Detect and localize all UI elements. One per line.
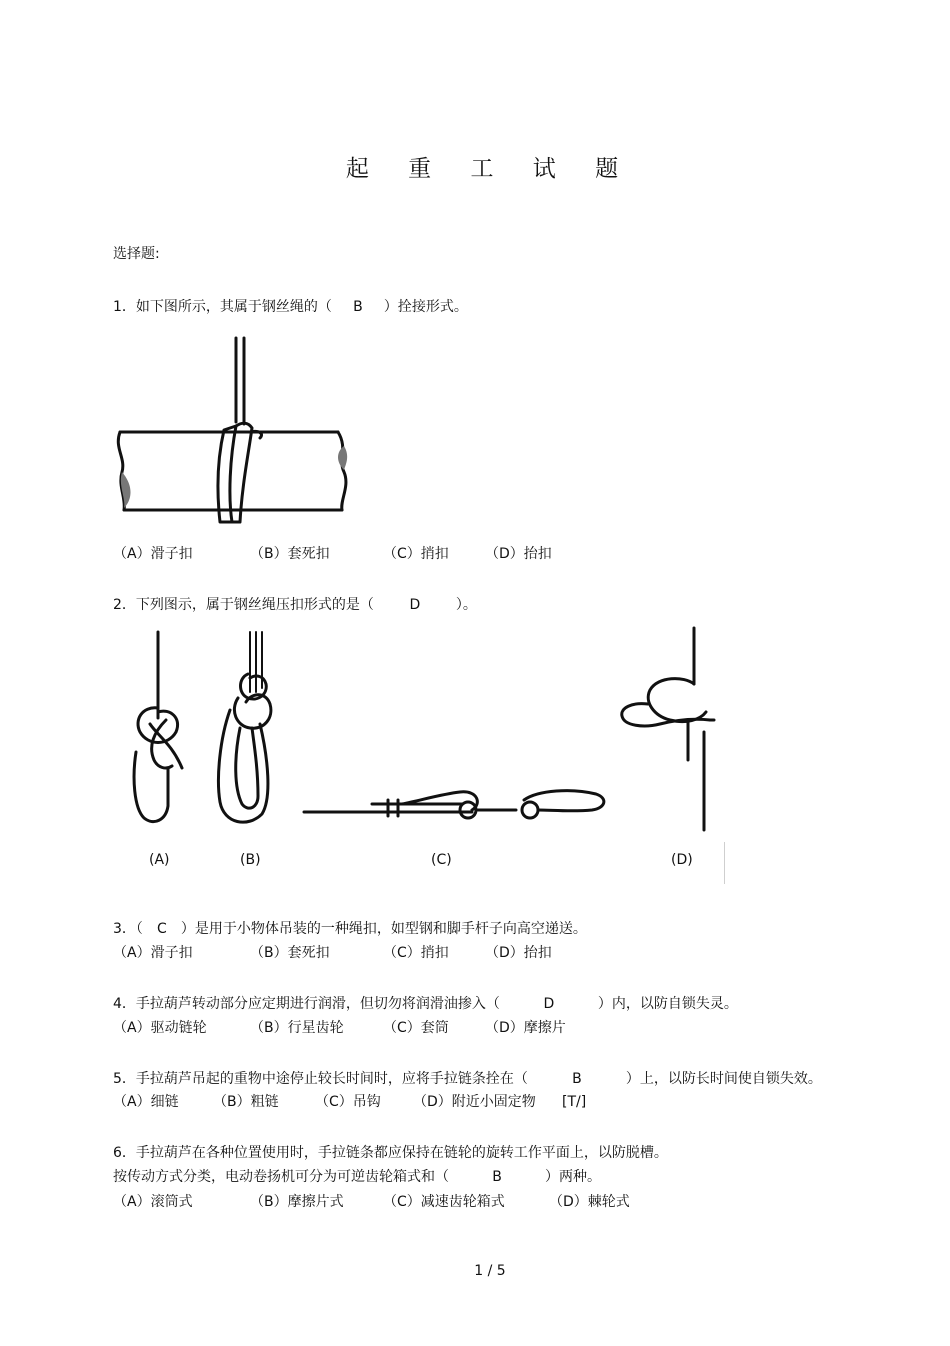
option-c: （C）捎扣 xyxy=(383,945,449,961)
question-2-answer: D xyxy=(409,597,421,613)
option-c: （C）捎扣 xyxy=(383,546,449,562)
question-1-prefix: 1．如下图所示，其属于钢丝绳的（ xyxy=(113,299,332,315)
option-c: （C）套筒 xyxy=(383,1020,449,1036)
figure-label-b: (B) xyxy=(240,852,261,868)
wire-rope-knot-figure xyxy=(110,336,360,526)
question-6-suffix: ）两种。 xyxy=(545,1169,601,1185)
section-heading: 选择题: xyxy=(113,246,160,262)
option-b: （B）行星齿轮 xyxy=(250,1020,344,1036)
question-3-prefix: 3．（ xyxy=(113,921,143,937)
page-number: 1 / 5 xyxy=(474,1263,506,1279)
question-2-prefix: 2．下列图示，属于钢丝绳压扣形式的是（ xyxy=(113,597,374,613)
option-b: （B）粗链 xyxy=(213,1094,279,1110)
figure-label-c: (C) xyxy=(431,852,452,868)
question-2-suffix: ）。 xyxy=(455,597,477,613)
question-1-suffix: ）拴接形式。 xyxy=(383,299,468,315)
option-d: （D）摩擦片 xyxy=(485,1020,566,1036)
question-4-answer: D xyxy=(543,996,555,1012)
option-b: （B）套死扣 xyxy=(250,546,330,562)
question-3-answer: C xyxy=(157,921,167,937)
option-d: （D）抬扣 xyxy=(485,945,552,961)
knot-figure-a xyxy=(128,628,188,828)
option-c: （C）吊钩 xyxy=(315,1094,381,1110)
divider-line xyxy=(724,842,725,884)
option-a: （A）滚筒式 xyxy=(113,1194,193,1210)
option-b: （B）套死扣 xyxy=(250,945,330,961)
option-d: （D）棘轮式 xyxy=(549,1194,630,1210)
question-6-line-1: 6．手拉葫芦在各种位置使用时，手拉链条都应保持在链轮的旋转工作平面上，以防脱槽。 xyxy=(113,1145,668,1161)
figure-label-d: (D) xyxy=(671,852,693,868)
question-5 xyxy=(113,1070,822,1088)
question-4-suffix: ）内，以防自锁失灵。 xyxy=(597,996,738,1012)
question-6 xyxy=(113,1168,601,1186)
knot-figure-b xyxy=(208,628,278,838)
option-b: （B）摩擦片式 xyxy=(250,1194,344,1210)
question-3 xyxy=(113,920,587,938)
question-1 xyxy=(113,298,468,316)
question-5-answer: B xyxy=(572,1071,582,1087)
question-5-prefix: 5．手拉葫芦吊起的重物中途停止较长时间时，应将手拉链条拴在（ xyxy=(113,1071,528,1087)
question-4-prefix: 4．手拉葫芦转动部分应定期进行润滑，但切勿将润滑油掺入（ xyxy=(113,996,500,1012)
option-d: （D）抬扣 xyxy=(485,546,552,562)
option-a: （A）滑子扣 xyxy=(113,546,193,562)
option-d: （D）附近小固定物 xyxy=(413,1094,536,1110)
tag-marker: [T/] xyxy=(562,1094,587,1110)
question-3-suffix: ）是用于小物体吊装的一种绳扣，如型钢和脚手杆子向高空递送。 xyxy=(180,921,587,937)
question-1-answer: B xyxy=(353,299,363,315)
knot-figure-d xyxy=(614,624,724,836)
question-5-suffix: ）上，以防长时间使自锁失效。 xyxy=(625,1071,822,1087)
question-2 xyxy=(113,596,477,614)
question-4 xyxy=(113,995,738,1013)
option-c: （C）减速齿轮箱式 xyxy=(383,1194,505,1210)
question-6-answer: B xyxy=(492,1169,502,1185)
option-a: （A）滑子扣 xyxy=(113,945,193,961)
option-a: （A）细链 xyxy=(113,1094,179,1110)
question-6-prefix: 按传动方式分类，电动卷扬机可分为可逆齿轮箱式和（ xyxy=(113,1169,449,1185)
figure-label-a: (A) xyxy=(149,852,170,868)
page-title: 起 重 工 试 题 xyxy=(345,156,635,182)
knot-figure-c xyxy=(302,780,612,830)
option-a: （A）驱动链轮 xyxy=(113,1020,207,1036)
